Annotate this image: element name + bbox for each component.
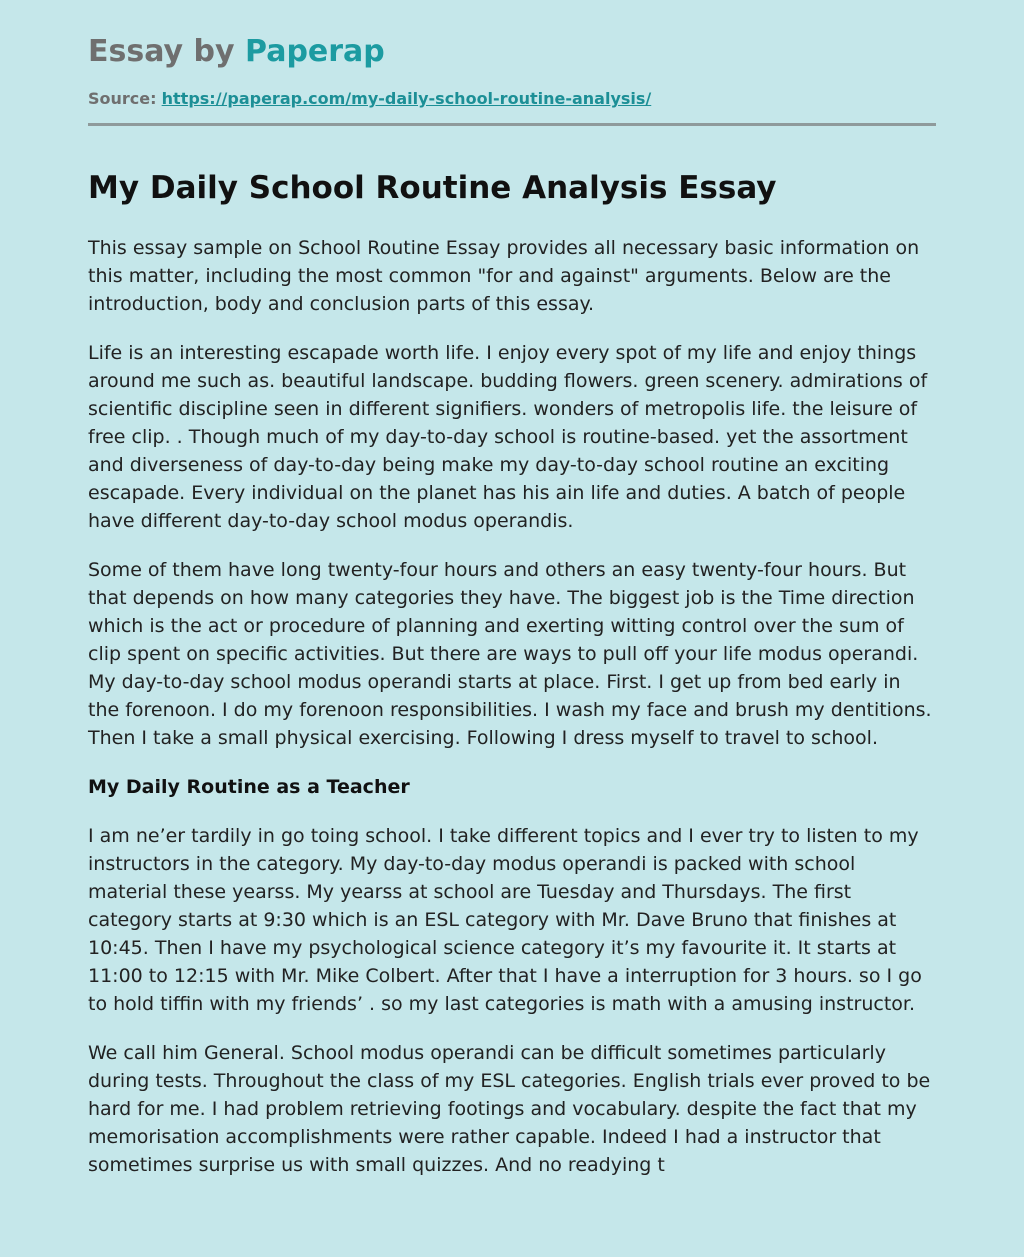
site-brand[interactable] [88,30,936,74]
body-paragraph-4: We call him General. School modus operandi can be difficult sometimes particularly during tests. Throughout the class of my ESL categories. English trials ever proved to be hard for me. I had problem retrieving footings and vocabulary. despite the fact that my memorisation accomplishments were rather capable. Indeed I had a instructor that sometimes surprise us with small quizzes. And no readying t [88,1042,931,1176]
source-label: Source: [88,89,157,108]
essay-title: My Daily School Routine Analysis Essay [88,170,777,206]
section-subheading: My Daily Routine as a Teacher [88,776,410,798]
brand-prefix: Essay by [88,34,246,69]
source-link[interactable]: https://paperap.com/my-daily-school-routine-analysis/ [161,89,652,108]
body-paragraph-2: Some of them have long twenty-four hours and others an easy twenty-four hours. But that depends on how many categories they have. The biggest job is the Time direction which is the act or procedure of planning and exerting witting control over the sum of clip spent on specific activities. But there are ways to pull off your life modus operandi. My day-to-day school modus operandi starts at place. First. I get up from bed early in the forenoon. I do my forenoon responsibilities. I wash my face and brush my dentitions. Then I take a small physical exercising. Following I dress myself to travel to school. [88,559,932,749]
source-line [88,87,936,111]
body-paragraph-3: I am ne’er tardily in go toing school. I take different topics and I ever try to listen to my instructors in the category. My day-to-day modus operandi is packed with school material these yearss. My yearss at school are Tuesday and Thursdays. The first category starts at 9:30 which is an ESL category with Mr. Dave Bruno that finishes at 10:45. Then I have my psychological science category it’s my favourite it. It starts at 11:00 to 12:15 with Mr. Mike Colbert. After that I have a interruption for 3 hours. so I go to hold tiffin with my friends’ . so my last categories is math with a amusing instructor. [88,825,922,1015]
brand-name: Paperap [245,34,385,69]
intro-paragraph: This essay sample on School Routine Essay provides all necessary basic information on this matter, including the most common "for and against" arguments. Below are the introduction, body and conclusion parts of this essay. [88,237,920,315]
header-divider [88,123,936,126]
body-paragraph-1: Life is an interesting escapade worth life. I enjoy every spot of my life and enjoy things around me such as. beautiful landscape. budding flowers. green scenery. admirations of scientific discipline seen in different signifiers. wonders of metropolis life. the leisure of free clip. . Though much of my day-to-day school is routine-based. yet the assortment and diverseness of day-to-day being make my day-to-day school routine an exciting escapade. Every individual on the planet has his ain life and duties. A batch of people have different day-to-day school modus operandis. [88,342,928,532]
